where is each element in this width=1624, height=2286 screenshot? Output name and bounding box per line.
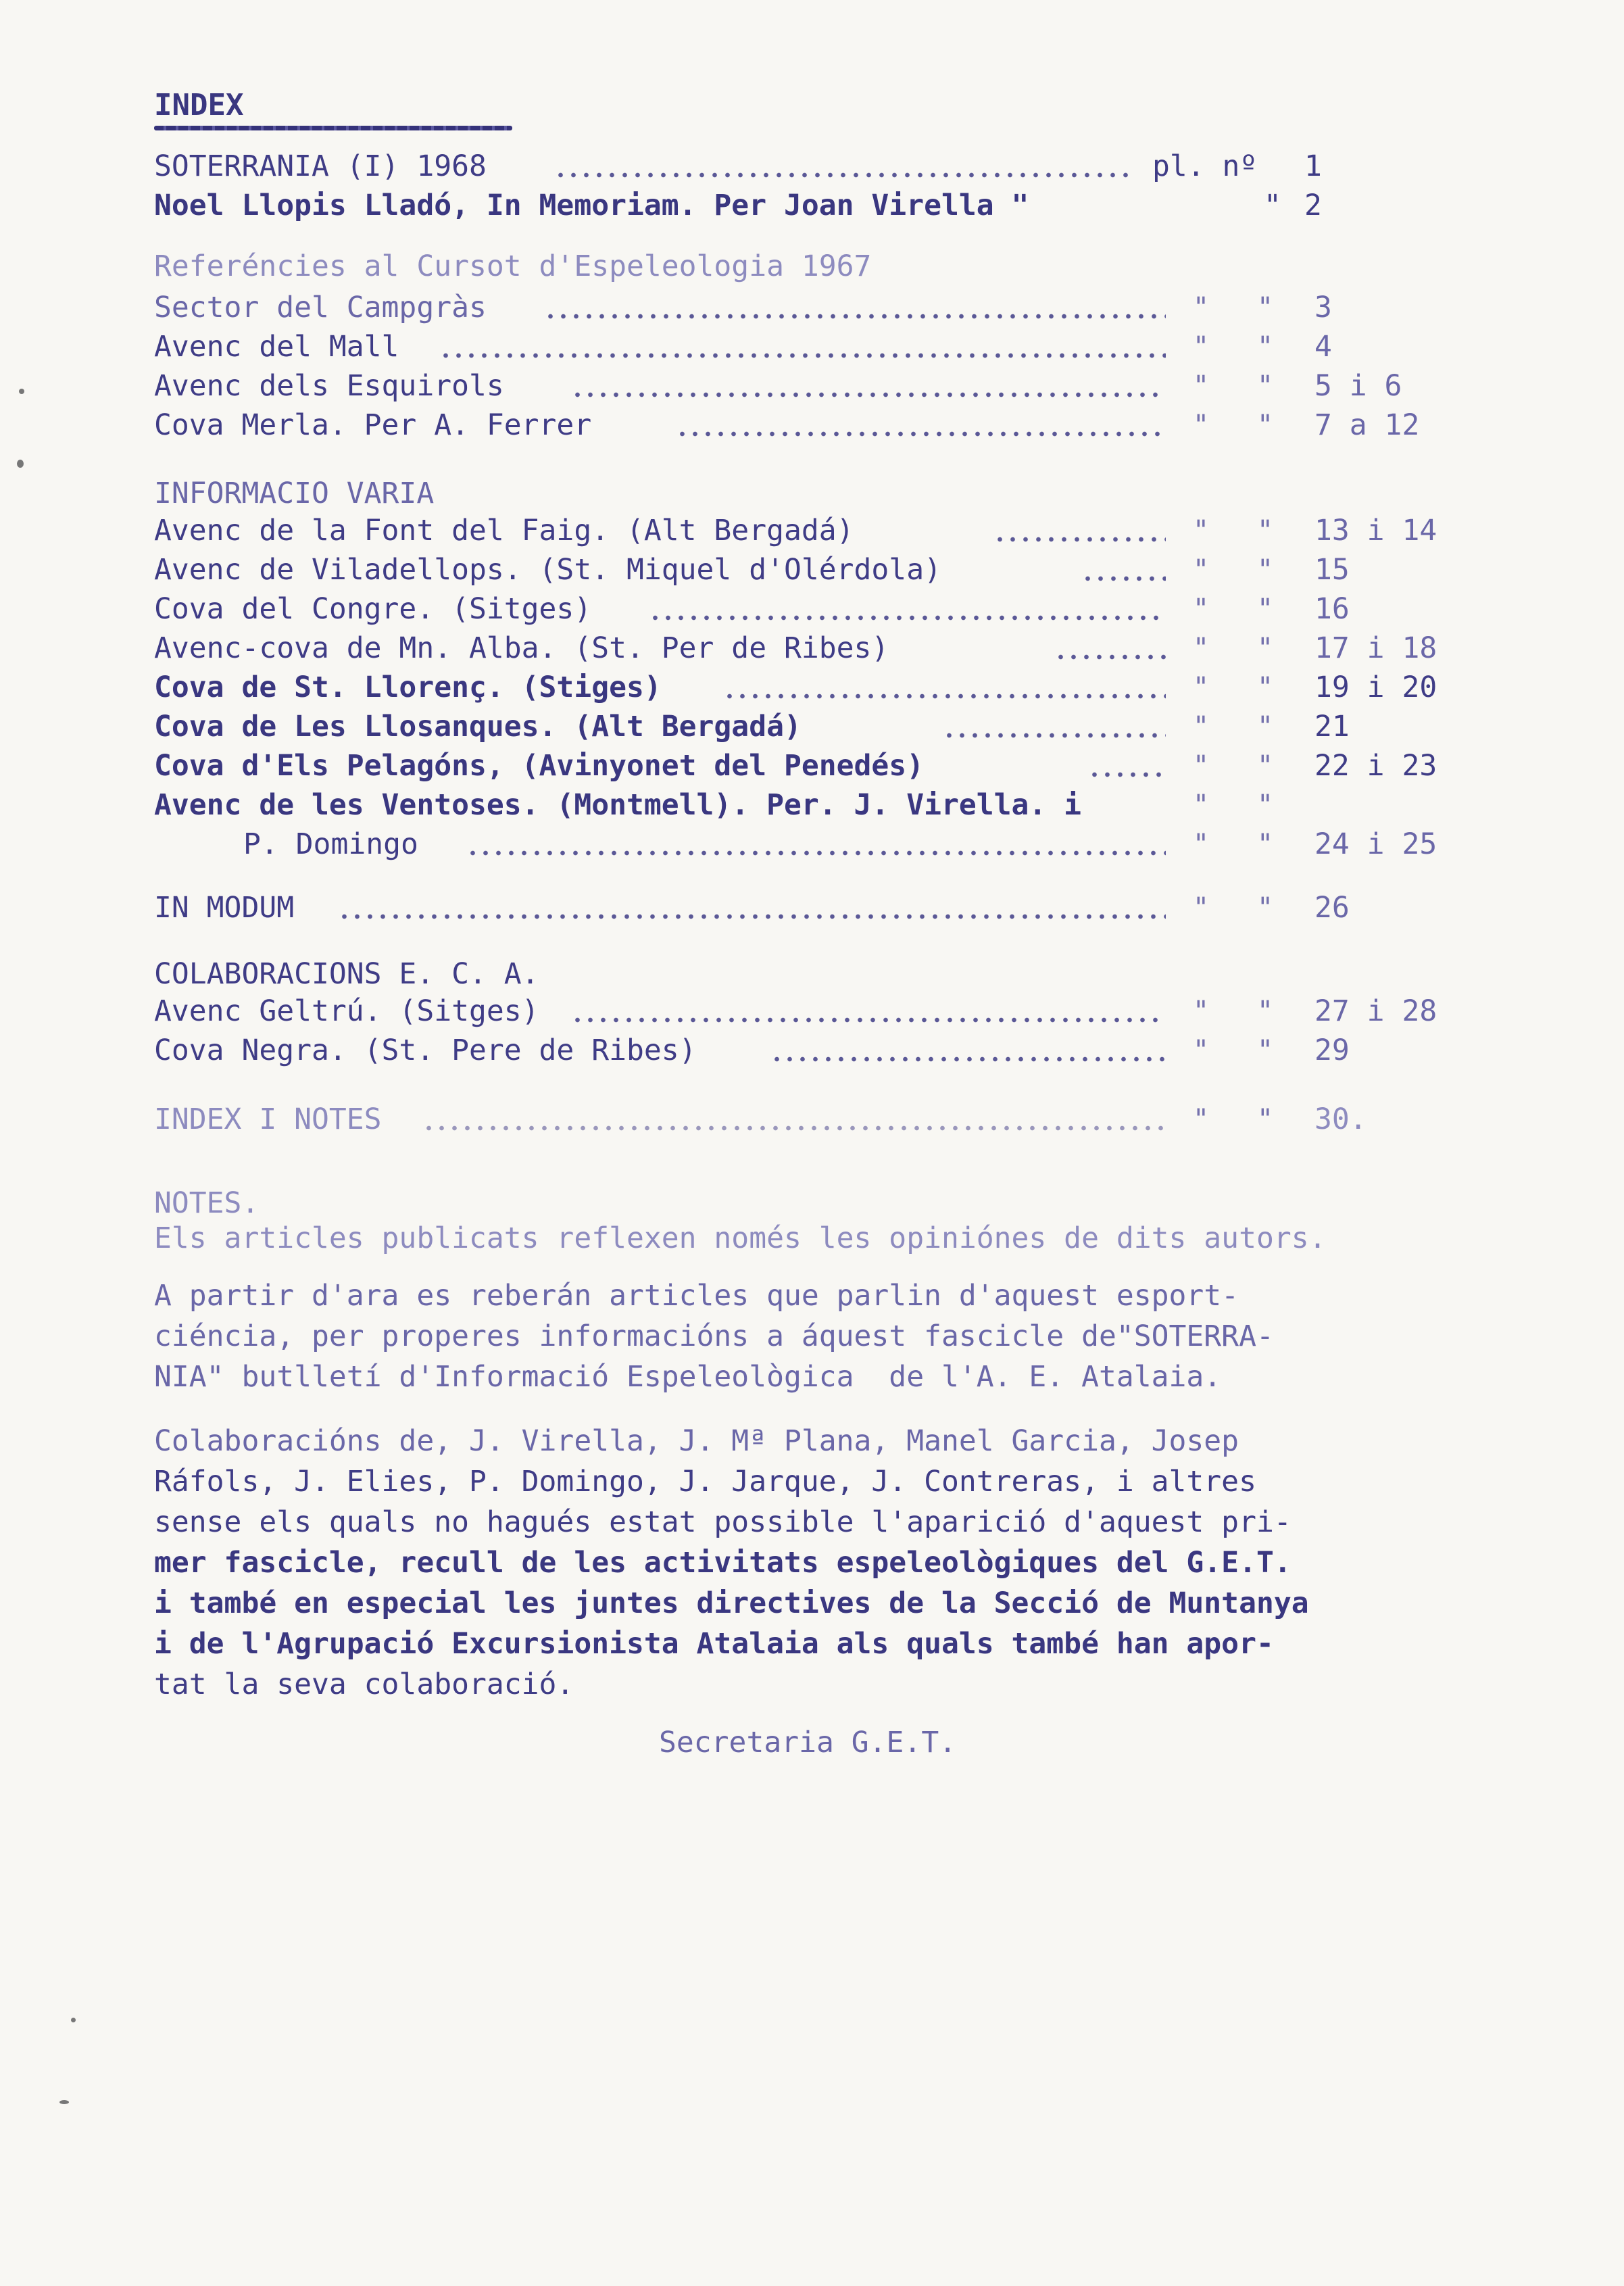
- entry-title: SOTERRANIA (I) 1968: [154, 149, 487, 183]
- page-number: 29: [1314, 1033, 1350, 1067]
- toc-entry: [0, 1100, 1624, 1141]
- section-heading: Referéncies al Cursot d'Espeleologia 1967: [154, 249, 872, 283]
- toc-entry: [0, 825, 1624, 866]
- page-number: 21: [1314, 710, 1350, 744]
- entry-title: Cova Merla. Per A. Ferrer: [154, 408, 592, 442]
- page-number: 30.: [1314, 1102, 1367, 1136]
- paper-speck: [19, 389, 24, 394]
- entry-title: Avenc de la Font del Faig. (Alt Bergadá): [154, 514, 854, 548]
- toc-entry: [0, 328, 1624, 368]
- leader-dots: [571, 1017, 1166, 1023]
- section-heading: COLABORACIONS E. C. A.: [154, 957, 539, 991]
- toc-entry: [0, 747, 1624, 787]
- notes-line: A partir d'ara es reberán articles que parlin d'aquest esport-: [154, 1279, 1239, 1313]
- ditto-mark: ": [1257, 554, 1274, 585]
- entry-title: Avenc Geltrú. (Sitges): [154, 994, 539, 1028]
- leader-dots: [554, 172, 1129, 178]
- entry-title: Avenc del Mall: [154, 330, 399, 364]
- page-number: 19 i 20: [1314, 671, 1437, 704]
- page-number: 22 i 23: [1314, 749, 1437, 783]
- entry-title: Avenc dels Esquirols: [154, 369, 504, 403]
- page-label: pl. nº: [1152, 149, 1258, 183]
- ditto-mark: ": [1257, 750, 1274, 781]
- notes-line: Ráfols, J. Elies, P. Domingo, J. Jarque, J. Contreras, i altres: [154, 1465, 1256, 1499]
- toc-entry: [0, 590, 1624, 631]
- title-underline: [154, 126, 512, 130]
- toc-entry: [0, 289, 1624, 329]
- toc-entry: [0, 406, 1624, 447]
- paper-speck: [17, 460, 24, 468]
- ditto-mark: ": [1257, 292, 1274, 323]
- ditto-mark: ": [1193, 633, 1210, 664]
- leader-dots: [422, 1125, 1166, 1132]
- entry-title: Cova del Congre. (Sitges): [154, 592, 592, 626]
- entry-title: Avenc-cova de Mn. Alba. (St. Per de Ribes): [154, 631, 889, 665]
- page-number: 15: [1314, 553, 1350, 587]
- notes-line: sense els quals no hagués estat possible l'aparició d'aquest pri-: [154, 1505, 1291, 1539]
- leader-dots: [993, 536, 1166, 543]
- ditto-mark: ": [1193, 789, 1210, 821]
- ditto-mark: ": [1257, 829, 1274, 860]
- entry-title: Sector del Campgràs: [154, 291, 487, 324]
- ditto-mark: ": [1193, 750, 1210, 781]
- notes-line: ciéncia, per properes informacións a áquest fascicle de"SOTERRA-: [154, 1319, 1274, 1353]
- notes-line: Colaboracións de, J. Virella, J. Mª Plana, Manel Garcia, Josep: [154, 1424, 1239, 1458]
- notes-line: mer fascicle, recull de les activitats espeleològiques del G.E.T.: [154, 1546, 1291, 1580]
- leader-dots: [544, 313, 1166, 320]
- toc-entry: [0, 668, 1624, 709]
- entry-title: Avenc de les Ventoses. (Montmell). Per. J. Virella. i: [154, 788, 1082, 822]
- page-number: 24 i 25: [1314, 827, 1437, 861]
- page-number: 4: [1314, 330, 1332, 364]
- entry-title: P. Domingo: [243, 827, 418, 861]
- toc-entry: [0, 708, 1624, 748]
- page-number: 27 i 28: [1314, 994, 1437, 1028]
- leader-dots: [723, 693, 1166, 700]
- ditto-mark: ": [1193, 996, 1210, 1027]
- entry-title: INDEX I NOTES: [154, 1102, 382, 1136]
- ditto-mark: ": [1193, 711, 1210, 742]
- page-number: 5 i 6: [1314, 369, 1402, 403]
- ditto-mark: ": [1193, 1104, 1210, 1135]
- toc-entry: [0, 367, 1624, 408]
- ditto-mark: ": [1257, 1035, 1274, 1066]
- index-title: INDEX: [154, 88, 244, 122]
- page-number: 13 i 14: [1314, 514, 1437, 548]
- ditto-mark: ": [1257, 331, 1274, 362]
- entry-title: IN MODUM: [154, 891, 295, 925]
- page-label: ": [1264, 189, 1281, 222]
- leader-dots: [649, 614, 1166, 621]
- ditto-mark: ": [1193, 554, 1210, 585]
- notes-heading: NOTES.: [154, 1186, 260, 1220]
- page-number: 2: [1304, 189, 1322, 222]
- page-number: 16: [1314, 592, 1350, 626]
- page-number: 26: [1314, 891, 1350, 925]
- leader-dots: [1081, 575, 1166, 582]
- entry-title: Cova de Les Llosanques. (Alt Bergadá): [154, 710, 802, 744]
- ditto-mark: ": [1193, 829, 1210, 860]
- leader-dots: [466, 850, 1166, 856]
- leader-dots: [770, 1056, 1166, 1063]
- entry-title: Cova Negra. (St. Pere de Ribes): [154, 1033, 697, 1067]
- ditto-mark: ": [1257, 711, 1274, 742]
- ditto-mark: ": [1257, 370, 1274, 402]
- page-number: 17 i 18: [1314, 631, 1437, 665]
- ditto-mark: ": [1257, 633, 1274, 664]
- notes-line: i de l'Agrupació Excursionista Atalaia als quals també han apor-: [154, 1627, 1274, 1661]
- ditto-mark: ": [1257, 996, 1274, 1027]
- leader-dots: [571, 391, 1166, 398]
- ditto-mark: ": [1257, 410, 1274, 441]
- ditto-mark: ": [1193, 1035, 1210, 1066]
- leader-dots: [439, 352, 1166, 359]
- entry-title: Cova d'Els Pelagóns, (Avinyonet del Penedés): [154, 749, 925, 783]
- leader-dots: [943, 732, 1166, 739]
- paper-speck: [71, 2018, 76, 2022]
- notes-line: tat la seva colaboració.: [154, 1668, 574, 1701]
- toc-entry: [0, 889, 1624, 929]
- ditto-mark: ": [1257, 593, 1274, 625]
- notes-line: NIA" butlletí d'Informació Espeleològica de l'A. E. Atalaia.: [154, 1360, 1222, 1394]
- page-number: 3: [1314, 291, 1332, 324]
- ditto-mark: ": [1193, 292, 1210, 323]
- ditto-mark: ": [1193, 672, 1210, 703]
- toc-entry: [0, 147, 1624, 188]
- toc-entry: [0, 512, 1624, 552]
- ditto-mark: ": [1257, 1104, 1274, 1135]
- toc-entry: [0, 629, 1624, 670]
- signature: Secretaria G.E.T.: [659, 1726, 957, 1759]
- section-heading: INFORMACIO VARIA: [154, 477, 435, 510]
- ditto-mark: ": [1193, 515, 1210, 546]
- leader-dots: [676, 431, 1166, 437]
- entry-title: Noel Llopis Lladó, In Memoriam. Per Joan Virella ": [154, 189, 1029, 222]
- entry-title: Avenc de Viladellops. (St. Miquel d'Olérdola): [154, 553, 941, 587]
- ditto-mark: ": [1193, 331, 1210, 362]
- toc-entry: [0, 786, 1624, 827]
- ditto-mark: ": [1257, 672, 1274, 703]
- paper-speck: [59, 2100, 69, 2104]
- ditto-mark: ": [1193, 892, 1210, 923]
- page-number: 1: [1304, 149, 1322, 183]
- toc-entry: [0, 187, 1624, 227]
- entry-title: Cova de St. Llorenç. (Stiges): [154, 671, 662, 704]
- leader-dots: [1054, 654, 1166, 660]
- toc-entry: [0, 992, 1624, 1033]
- ditto-mark: ": [1193, 593, 1210, 625]
- leader-dots: [1088, 771, 1166, 778]
- page-number: 7 a 12: [1314, 408, 1420, 442]
- ditto-mark: ": [1193, 410, 1210, 441]
- toc-entry: [0, 1031, 1624, 1072]
- ditto-mark: ": [1257, 789, 1274, 821]
- toc-entry: [0, 551, 1624, 591]
- ditto-mark: ": [1193, 370, 1210, 402]
- notes-paragraph: Els articles publicats reflexen només les opiniónes de dits autors.: [154, 1221, 1327, 1255]
- ditto-mark: ": [1257, 515, 1274, 546]
- notes-line: i també en especial les juntes directives de la Secció de Muntanya: [154, 1586, 1309, 1620]
- ditto-mark: ": [1257, 892, 1274, 923]
- leader-dots: [338, 913, 1166, 920]
